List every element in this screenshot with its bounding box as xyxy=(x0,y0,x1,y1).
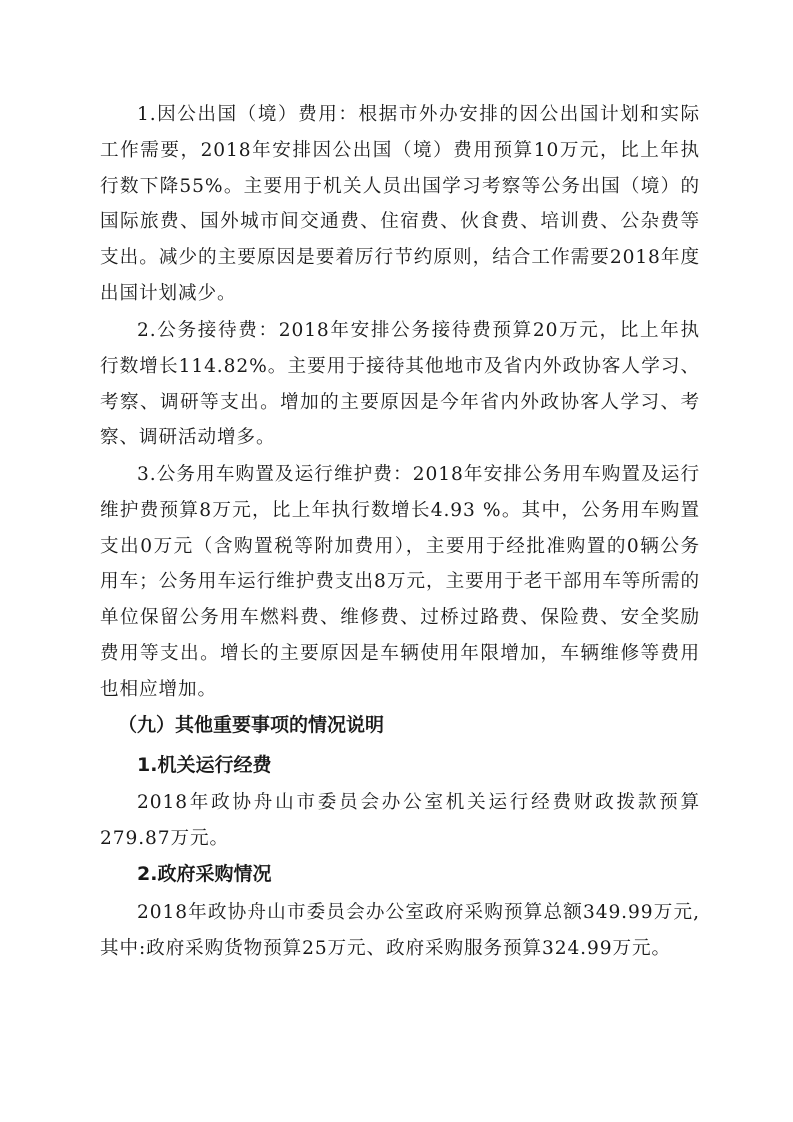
paragraph-overseas-travel-expense: 1.因公出国（境）费用：根据市外办安排的因公出国计划和实际工作需要，2018年安排因公出国（境）费用预算10万元，比上年执行数下降55%。主要用于机关人员出国学习考察等公务出国（境）的国际旅费、国外城市间交通费、住宿费、伙食费、培训费、公杂费等支出。减少的主要原因是要着厉行节约原则，结合工作需要2018年度出国计划减少。 xyxy=(100,104,700,304)
paragraph-official-reception-expense: 2.公务接待费：2018年安排公务接待费预算20万元，比上年执行数增长114.82%。主要用于接待其他地市及省内外政协客人学习、考察、调研等支出。增加的主要原因是今年省内外政协客人学习、考察、调研活动增多。 xyxy=(100,320,700,449)
paragraph-operating-expenses: 2018年政协舟山市委员会办公室机关运行经费财政拨款预算279.87万元。 xyxy=(100,792,700,849)
paragraph-government-procurement: 2018年政协舟山市委员会办公室政府采购预算总额349.99万元,其中:政府采购货物预算25万元、政府采购服务预算324.99万元。 xyxy=(100,902,700,959)
section-heading-other-matters: （九）其他重要事项的情况说明 xyxy=(118,714,385,736)
subheading-operating-expenses: 1.机关运行经费 xyxy=(137,754,272,776)
paragraph-official-vehicle-expense: 3.公务用车购置及运行维护费：2018年安排公务用车购置及运行维护费预算8万元，比上年执行数增长4.93 %。其中，公务用车购置支出0万元（含购置税等附加费用），主要用于经批准购置的0辆公务用车；公务用车运行维护费支出8万元，主要用于老干部用车等所需的单位保留公务用车燃料费、维修费、过桥过路费、保险费、安全奖励费用等支出。增长的主要原因是车辆使用年限增加，车辆维修等费用也相应增加。 xyxy=(100,464,700,700)
subheading-government-procurement: 2.政府采购情况 xyxy=(137,863,272,885)
